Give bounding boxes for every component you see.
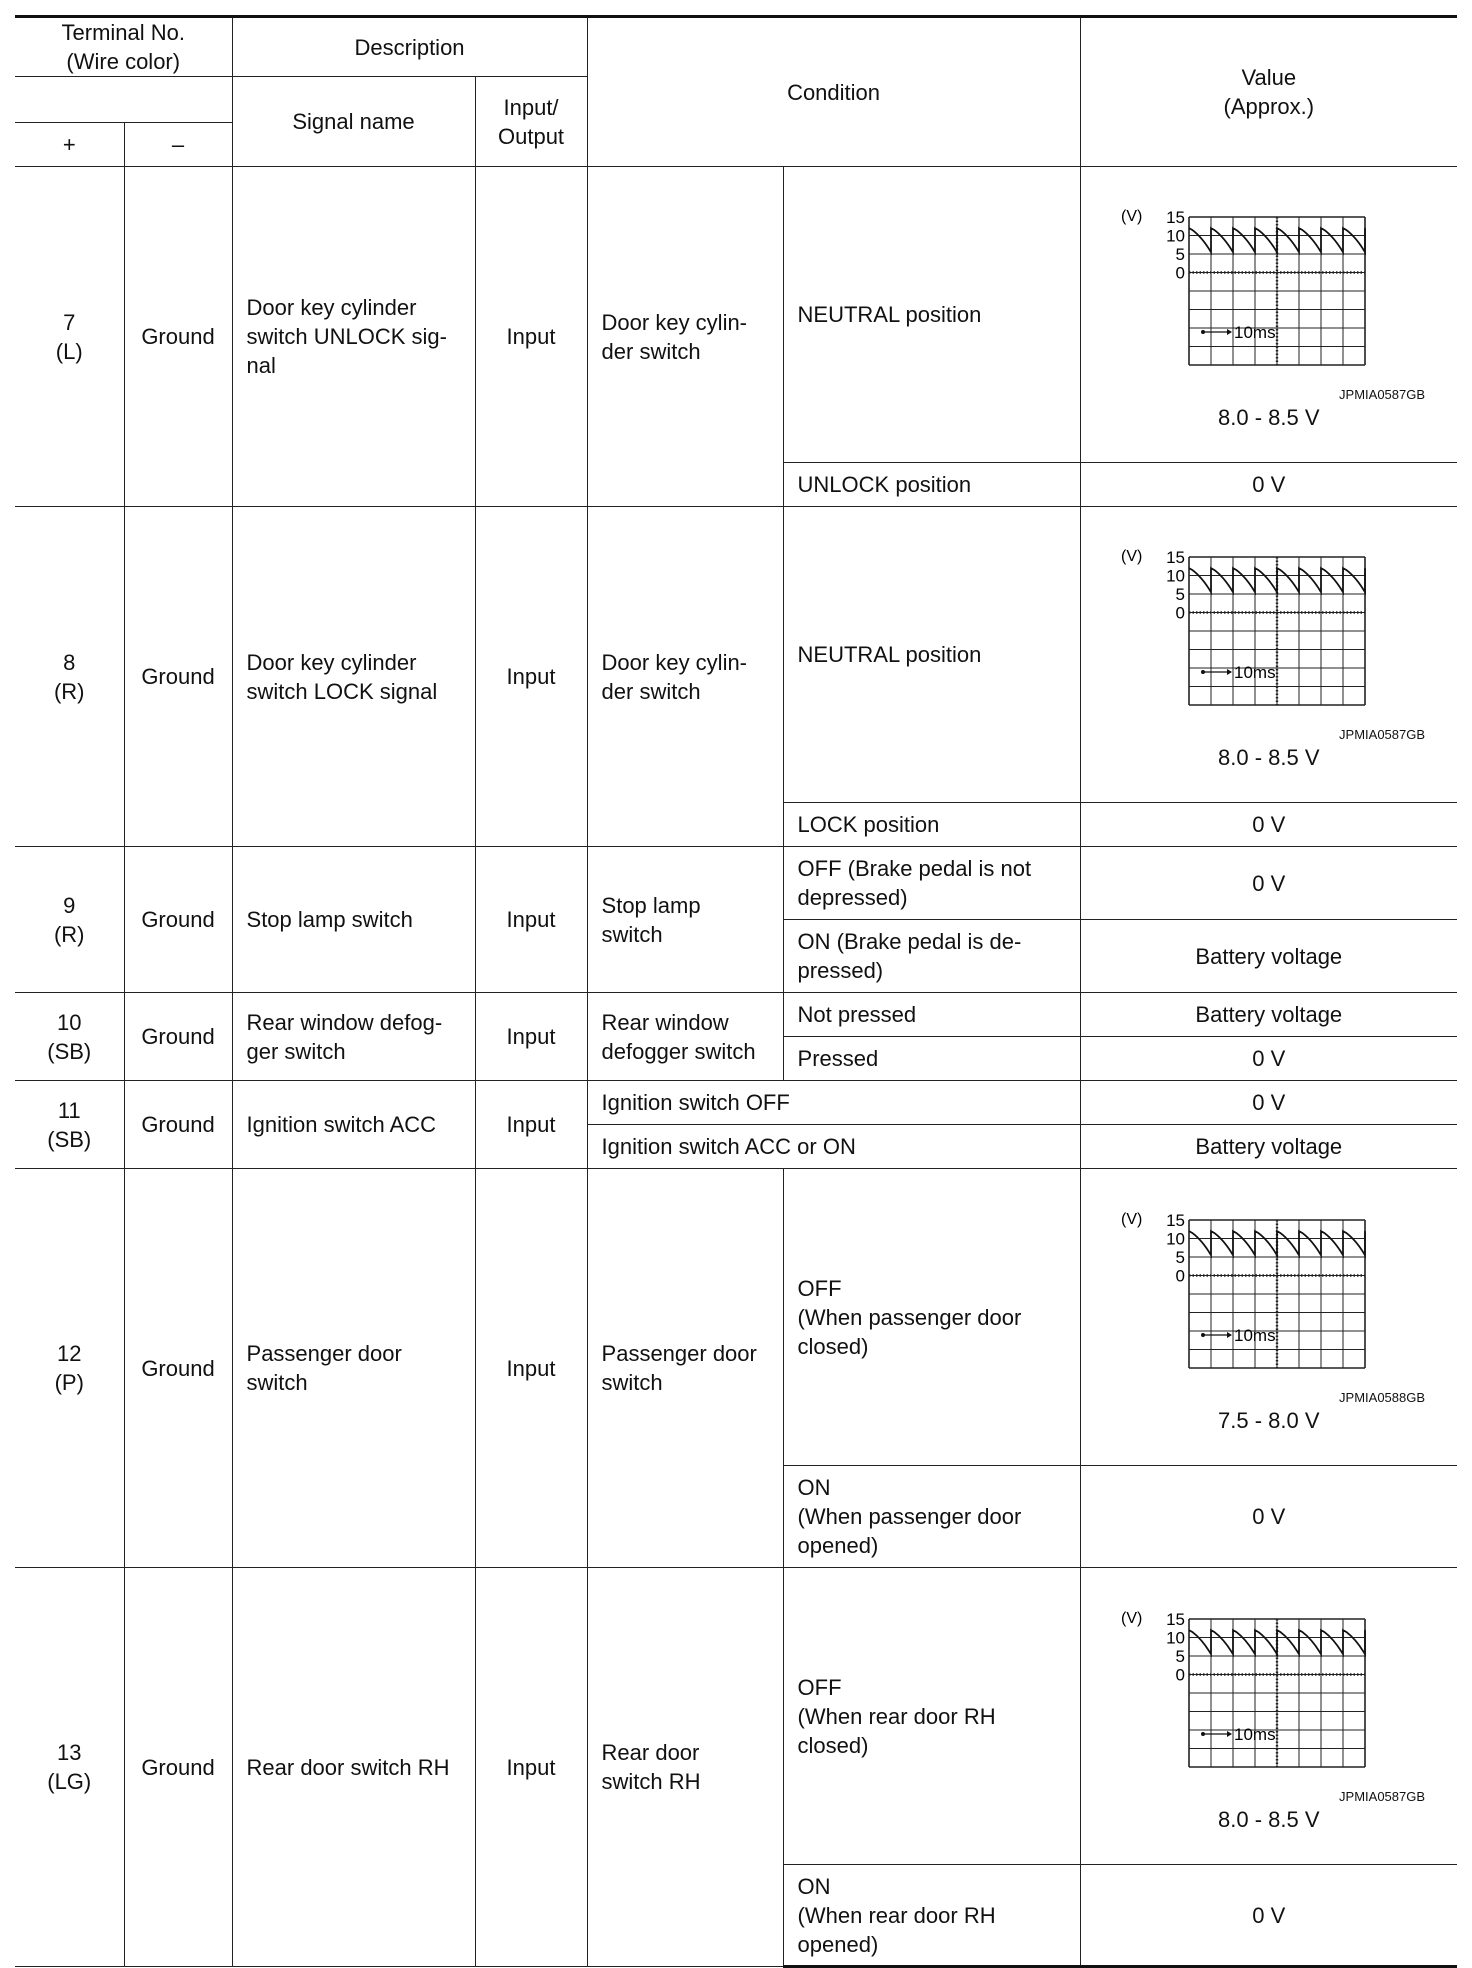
scope-time-label: 10ms	[1233, 1325, 1276, 1345]
value-cell: 0 V	[1080, 847, 1457, 920]
signal-name-line: ger switch	[246, 1038, 346, 1064]
terminal-cell	[15, 1169, 124, 1568]
condition-text-line: Not pressed	[797, 1002, 917, 1027]
condition-cell	[783, 847, 1080, 920]
condition-cell	[783, 803, 1080, 847]
condition-text-line: Ignition switch ACC or ON	[601, 1134, 856, 1159]
condition-main-cell	[587, 1568, 783, 1967]
condition-main-cell	[587, 993, 783, 1081]
condition-cell	[783, 507, 1080, 803]
table-row	[15, 1081, 1457, 1125]
value-text: 8.0 - 8.5 V	[1218, 745, 1320, 770]
signal-name-line: switch LOCK signal	[246, 678, 438, 704]
terminal-number: 12	[57, 1341, 82, 1366]
condition-text-line: UNLOCK position	[797, 472, 972, 497]
scope-y-tick: 15	[1165, 548, 1185, 567]
condition-main-line: Door key cylin-	[601, 309, 748, 335]
scope-time-marker-arrow	[1227, 669, 1232, 675]
input-output-cell: Input	[475, 993, 587, 1081]
value-cell: 0 V	[1080, 463, 1457, 507]
table-row	[15, 507, 1457, 803]
input-output-cell: Input	[475, 1169, 587, 1568]
scope-time-marker-start	[1201, 1333, 1205, 1337]
scope-time-marker-arrow	[1227, 329, 1232, 335]
condition-text-line: LOCK position	[797, 812, 940, 837]
value-cell	[1080, 1568, 1457, 1865]
figure-code: JPMIA0587GB	[1339, 387, 1426, 402]
value-cell	[1080, 167, 1457, 463]
figure-code: JPMIA0588GB	[1339, 1389, 1426, 1405]
input-output-cell: Input	[475, 167, 587, 507]
scope-time-label: 10ms	[1233, 323, 1276, 342]
ground-cell: Ground	[124, 1081, 232, 1169]
wire-color: (LG)	[47, 1769, 92, 1794]
oscilloscope-waveform	[1119, 1208, 1419, 1388]
header-terminal-no: Terminal No. (Wire color)	[15, 17, 232, 77]
terminal-number: 10	[57, 1009, 82, 1035]
value-text: 8.0 - 8.5 V	[1218, 1806, 1320, 1832]
condition-main-line: switch RH	[601, 1769, 701, 1794]
terminal-cell	[15, 507, 124, 847]
value-text: 8.0 - 8.5 V	[1218, 405, 1320, 430]
ground-cell: Ground	[124, 167, 232, 507]
scope-waveform-trace	[1189, 228, 1365, 252]
oscilloscope-waveform	[1119, 545, 1419, 725]
wire-color: (R)	[53, 678, 85, 704]
condition-main-line: switch	[601, 1370, 663, 1395]
condition-text-line: Ignition switch OFF	[601, 1090, 790, 1115]
signal-name-line: Rear door switch RH	[246, 1754, 450, 1780]
terminal-number: 7	[63, 309, 76, 335]
scope-y-tick: 5	[1175, 1247, 1185, 1267]
condition-main-cell	[587, 1169, 783, 1568]
condition-cell	[783, 167, 1080, 463]
condition-cell	[783, 1865, 1080, 1967]
signal-name-cell	[232, 847, 475, 993]
ground-cell: Ground	[124, 1568, 232, 1967]
signal-name-line: Ignition switch ACC	[246, 1112, 437, 1137]
condition-main-cell	[587, 507, 783, 847]
ground-cell: Ground	[124, 993, 232, 1081]
condition-text-line: (When passenger door	[797, 1504, 1022, 1529]
scope-unit-label: (V)	[1120, 208, 1143, 225]
scope-waveform-trace	[1189, 1630, 1365, 1654]
signal-name-line: Passenger door	[246, 1341, 402, 1366]
condition-cell	[783, 1466, 1080, 1568]
scope-time-marker-arrow	[1227, 1332, 1232, 1338]
ground-cell: Ground	[124, 1169, 232, 1568]
value-cell	[1080, 507, 1457, 803]
scope-y-tick: 10	[1165, 226, 1185, 246]
condition-text-line: (When rear door RH	[797, 1902, 996, 1928]
condition-text-line: NEUTRAL position	[797, 302, 982, 327]
value-cell	[1080, 1169, 1457, 1466]
ground-cell: Ground	[124, 847, 232, 993]
scope-unit-label: (V)	[1120, 1609, 1143, 1627]
value-text: 7.5 - 8.0 V	[1218, 1407, 1320, 1433]
scope-y-tick: 0	[1175, 1665, 1185, 1684]
table-row	[15, 1169, 1457, 1466]
condition-main-line: Door key cylin-	[601, 649, 748, 675]
condition-text-line: opened)	[797, 1931, 879, 1957]
signal-name-cell	[232, 507, 475, 847]
condition-text-line: NEUTRAL position	[797, 642, 982, 667]
signal-name-line: switch	[246, 1370, 308, 1395]
condition-cell	[783, 920, 1080, 993]
condition-cell	[783, 1037, 1080, 1081]
terminal-number: 9	[63, 892, 76, 918]
scope-y-tick: 15	[1165, 1609, 1185, 1629]
input-output-cell: Input	[475, 507, 587, 847]
table-row	[15, 993, 1457, 1037]
wire-color: (L)	[55, 338, 83, 364]
condition-cell	[783, 993, 1080, 1037]
scope-y-tick: 10	[1165, 1229, 1185, 1248]
condition-cell	[587, 1081, 1080, 1125]
value-cell: Battery voltage	[1080, 1125, 1457, 1169]
header-signal-name: Signal name	[232, 77, 475, 167]
table-row	[15, 847, 1457, 920]
condition-main-line: Rear door	[601, 1740, 700, 1765]
header-plus: +	[15, 123, 124, 167]
scope-y-tick: 5	[1175, 245, 1185, 264]
scope-y-tick: 5	[1175, 585, 1185, 604]
terminal-cell	[15, 1081, 124, 1169]
condition-main-line: switch	[601, 921, 663, 947]
terminal-number: 13	[57, 1740, 82, 1765]
terminal-number: 11	[57, 1097, 81, 1123]
signal-name-line: Stop lamp switch	[246, 907, 413, 932]
scope-y-tick: 5	[1175, 1646, 1185, 1666]
condition-text-line: ON	[797, 1475, 831, 1500]
signal-name-line: Door key cylinder	[246, 295, 417, 320]
input-output-cell: Input	[475, 847, 587, 993]
condition-main-line: Rear window	[601, 1009, 729, 1035]
signal-name-cell	[232, 1568, 475, 1967]
scope-time-marker-start	[1201, 670, 1205, 674]
condition-text-line: opened)	[797, 1533, 879, 1558]
condition-text-line: (When passenger door	[797, 1304, 1022, 1330]
input-output-cell: Input	[475, 1081, 587, 1169]
oscilloscope-waveform	[1119, 1607, 1419, 1787]
condition-main-cell	[587, 167, 783, 507]
value-cell: 0 V	[1080, 803, 1457, 847]
scope-time-label: 10ms	[1233, 1724, 1276, 1744]
value-cell: 0 V	[1080, 1081, 1457, 1125]
scope-y-tick: 0	[1175, 1266, 1185, 1285]
wire-color: (SB)	[47, 1038, 92, 1064]
condition-main-cell	[587, 847, 783, 993]
terminal-cell	[15, 993, 124, 1081]
ground-cell: Ground	[124, 507, 232, 847]
signal-name-line: Door key cylinder	[246, 649, 417, 675]
condition-main-line: defogger switch	[601, 1038, 756, 1064]
scope-y-tick: 0	[1175, 603, 1185, 623]
header-condition: Condition	[587, 17, 1080, 167]
scope-y-tick: 0	[1175, 263, 1185, 283]
table-row	[15, 167, 1457, 463]
value-cell: Battery voltage	[1080, 920, 1457, 993]
scope-y-tick: 10	[1165, 566, 1185, 586]
wire-color: (R)	[53, 921, 85, 947]
signal-name-cell	[232, 1081, 475, 1169]
signal-name-cell	[232, 167, 475, 507]
signal-name-line: switch UNLOCK sig-	[246, 324, 447, 349]
scope-y-tick: 15	[1165, 208, 1185, 227]
terminal-cell	[15, 847, 124, 993]
scope-unit-label: (V)	[1120, 548, 1143, 565]
condition-text-line: OFF	[797, 1674, 842, 1700]
value-cell: 0 V	[1080, 1037, 1457, 1081]
scope-waveform-trace	[1189, 1231, 1365, 1255]
condition-cell	[783, 463, 1080, 507]
condition-main-line: der switch	[601, 338, 701, 364]
condition-text-line: ON (Brake pedal is de-	[797, 929, 1022, 954]
scope-time-label: 10ms	[1233, 663, 1276, 682]
condition-text-line: depressed)	[797, 885, 908, 910]
input-output-cell: Input	[475, 1568, 587, 1967]
scope-time-marker-start	[1201, 330, 1205, 334]
condition-main-line: Passenger door	[601, 1341, 757, 1366]
figure-code: JPMIA0587GB	[1339, 727, 1426, 742]
scope-time-marker-arrow	[1227, 1731, 1232, 1737]
signal-name-cell	[232, 1169, 475, 1568]
value-cell: 0 V	[1080, 1466, 1457, 1568]
signal-name-cell	[232, 993, 475, 1081]
scope-waveform-trace	[1189, 568, 1365, 592]
condition-text-line: Pressed	[797, 1046, 879, 1071]
condition-cell	[783, 1568, 1080, 1865]
signal-name-line: nal	[246, 353, 276, 378]
scope-unit-label: (V)	[1120, 1210, 1143, 1228]
table-row	[15, 1568, 1457, 1865]
terminal-cell	[15, 167, 124, 507]
condition-main-line: Stop lamp	[601, 892, 701, 918]
terminal-cell	[15, 1568, 124, 1967]
figure-code: JPMIA0587GB	[1339, 1788, 1426, 1804]
signal-name-line: Rear window defog-	[246, 1009, 443, 1035]
condition-text-line: closed)	[797, 1333, 869, 1359]
condition-cell	[783, 1169, 1080, 1466]
terminal-spec-table	[15, 15, 1457, 1968]
wire-color: (P)	[54, 1370, 84, 1395]
condition-text-line: OFF	[797, 1275, 842, 1301]
condition-text-line: ON	[797, 1873, 831, 1899]
scope-time-marker-start	[1201, 1732, 1205, 1736]
condition-cell	[587, 1125, 1080, 1169]
header-description: Description	[232, 17, 587, 77]
header-input-output: Input/ Output	[475, 77, 587, 167]
condition-text-line: closed)	[797, 1732, 869, 1758]
header-value: Value (Approx.)	[1080, 17, 1457, 167]
header-terminal-spacer	[15, 77, 232, 123]
scope-y-tick: 10	[1165, 1628, 1185, 1647]
terminal-number: 8	[63, 649, 76, 675]
scope-y-tick: 15	[1165, 1210, 1185, 1230]
condition-main-line: der switch	[601, 678, 701, 704]
value-cell: Battery voltage	[1080, 993, 1457, 1037]
condition-text-line: OFF (Brake pedal is not	[797, 856, 1032, 881]
condition-text-line: (When rear door RH	[797, 1703, 996, 1729]
oscilloscope-waveform	[1119, 205, 1419, 385]
header-minus: –	[124, 123, 232, 167]
value-cell: 0 V	[1080, 1865, 1457, 1967]
condition-text-line: pressed)	[797, 958, 884, 983]
wire-color: (SB)	[47, 1126, 92, 1152]
